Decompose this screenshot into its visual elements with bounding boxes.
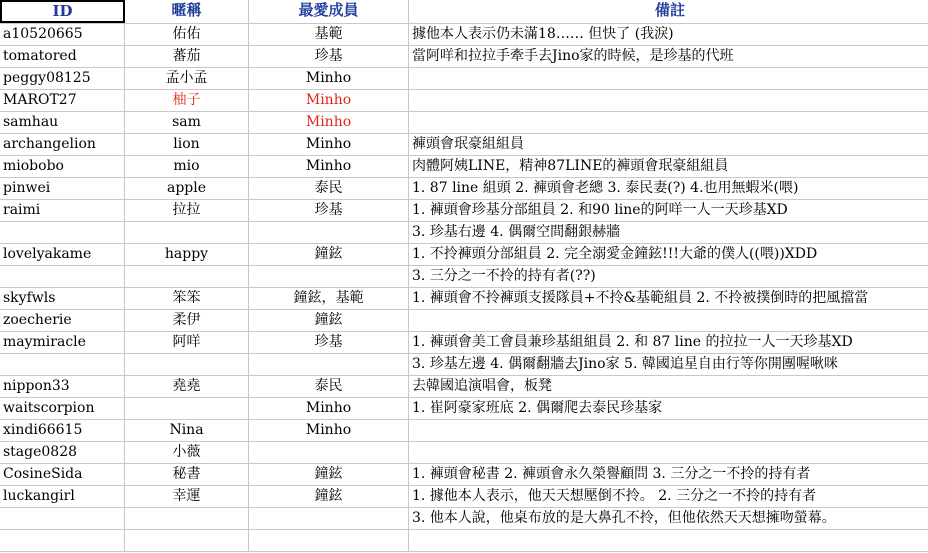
cell-favorite-member[interactable]: 泰民 xyxy=(249,178,409,199)
cell-favorite-member[interactable]: 泰民 xyxy=(249,376,409,397)
cell-id[interactable] xyxy=(0,222,125,243)
cell-notes[interactable] xyxy=(409,68,928,89)
table-row xyxy=(0,310,928,332)
table-row xyxy=(0,464,928,486)
header-row xyxy=(0,0,928,24)
cell-favorite-member[interactable]: 鐘鉉 xyxy=(249,310,409,331)
cell-nickname[interactable]: sam xyxy=(125,112,249,133)
cell-nickname[interactable]: lion xyxy=(125,134,249,155)
cell-nickname[interactable]: 阿咩 xyxy=(125,332,249,353)
table-row xyxy=(0,244,928,266)
cell-notes[interactable] xyxy=(409,530,928,551)
cell-notes[interactable] xyxy=(409,310,928,331)
cell-id[interactable]: archangelion xyxy=(0,134,125,155)
cell-nickname[interactable]: 堯堯 xyxy=(125,376,249,397)
cell-notes[interactable]: 1. 褲頭會不拎褲頭支援隊員+不拎&基範組員 2. 不拎被撲倒時的把風擋當 xyxy=(412,290,869,306)
table-row xyxy=(0,398,928,420)
table-row xyxy=(0,266,928,288)
cell-favorite-member[interactable]: 珍基 xyxy=(249,46,409,67)
cell-favorite-member[interactable]: 鐘鉉，基範 xyxy=(249,288,409,309)
cell-favorite-member[interactable] xyxy=(249,442,409,463)
cell-id[interactable]: peggy08125 xyxy=(0,68,125,89)
cell-notes[interactable]: 3. 珍基左邊 4. 偶爾翻牆去Jino家 5. 韓國追星自由行等你開團喔啾咪 xyxy=(412,356,838,372)
cell-id[interactable]: maymiracle xyxy=(0,332,125,353)
cell-notes[interactable] xyxy=(409,420,928,441)
cell-notes[interactable]: 1. 崔阿豪家班底 2. 偶爾爬去泰民珍基家 xyxy=(412,400,663,416)
cell-id[interactable] xyxy=(0,530,125,551)
table-row xyxy=(0,376,928,398)
cell-nickname[interactable]: 小薇 xyxy=(125,442,249,463)
cell-nickname[interactable] xyxy=(125,266,249,287)
cell-nickname[interactable]: mio xyxy=(125,156,249,177)
cell-nickname[interactable] xyxy=(125,398,249,419)
cell-favorite-member[interactable]: 珍基 xyxy=(249,332,409,353)
cell-nickname[interactable]: 拉拉 xyxy=(125,200,249,221)
header-cell-nickname[interactable]: 暱稱 xyxy=(125,0,249,23)
cell-id[interactable]: waitscorpion xyxy=(0,398,125,419)
cell-favorite-member[interactable]: Minho xyxy=(249,112,409,133)
cell-favorite-member[interactable]: Minho xyxy=(249,90,409,111)
cell-favorite-member[interactable]: Minho xyxy=(249,156,409,177)
cell-id[interactable]: pinwei xyxy=(0,178,125,199)
table-row xyxy=(0,68,928,90)
cell-notes[interactable]: 1. 87 line 組頭 2. 褲頭會老總 3. 泰民妻(?) 4.也用無蝦米(喂) xyxy=(412,180,799,196)
cell-favorite-member[interactable]: Minho xyxy=(249,398,409,419)
header-cell-id[interactable]: ID xyxy=(0,0,125,23)
cell-nickname[interactable]: 佑佑 xyxy=(125,24,249,45)
table-row xyxy=(0,156,928,178)
cell-favorite-member[interactable] xyxy=(249,354,409,375)
cell-notes[interactable]: 據他本人表示仍未滿18…… 但快了 (我淚) xyxy=(412,26,674,42)
cell-id[interactable]: lovelyakame xyxy=(0,244,125,265)
table-row xyxy=(0,420,928,442)
cell-id[interactable]: samhau xyxy=(0,112,125,133)
cell-id[interactable] xyxy=(0,354,125,375)
cell-notes[interactable]: 褲頭會珉豪組組員 xyxy=(412,136,524,152)
cell-favorite-member[interactable] xyxy=(249,266,409,287)
table-row xyxy=(0,508,928,530)
cell-notes[interactable] xyxy=(409,442,928,463)
cell-notes[interactable] xyxy=(409,90,928,111)
cell-nickname[interactable]: 孟小孟 xyxy=(125,68,249,89)
cell-id[interactable]: skyfwls xyxy=(0,288,125,309)
cell-favorite-member[interactable]: Minho xyxy=(249,68,409,89)
cell-id[interactable]: MAROT27 xyxy=(0,90,125,111)
cell-favorite-member[interactable] xyxy=(249,222,409,243)
cell-id[interactable]: stage0828 xyxy=(0,442,125,463)
cell-id[interactable]: raimi xyxy=(0,200,125,221)
table-row xyxy=(0,288,928,310)
cell-nickname[interactable]: 蕃茄 xyxy=(125,46,249,67)
cell-notes[interactable]: 肉體阿姨LINE，精神87LINE的褲頭會珉豪組組員 xyxy=(412,158,729,174)
cell-nickname[interactable]: 秘書 xyxy=(125,464,249,485)
cell-favorite-member[interactable]: Minho xyxy=(249,420,409,441)
cell-notes[interactable]: 1. 不拎褲頭分部組員 2. 完全溺愛金鐘鉉!!!大爺的僕人((喂))XDD xyxy=(412,246,818,262)
table-row xyxy=(0,354,928,376)
table-row xyxy=(0,530,928,552)
table-row xyxy=(0,332,928,354)
table-row xyxy=(0,442,928,464)
cell-notes[interactable]: 1. 褲頭會秘書 2. 褲頭會永久榮譽顧問 3. 三分之一不拎的持有者 xyxy=(412,466,811,482)
cell-notes[interactable]: 3. 珍基右邊 4. 偶爾空間翻銀赫牆 xyxy=(412,224,621,240)
cell-id[interactable]: luckangirl xyxy=(0,486,125,507)
cell-notes[interactable]: 1. 褲頭會珍基分部組員 2. 和90 line的阿咩一人一天珍基XD xyxy=(412,202,788,218)
cell-nickname[interactable]: 柔伊 xyxy=(125,310,249,331)
cell-id[interactable]: a10520665 xyxy=(0,24,125,45)
header-cell-notes[interactable]: 備註 xyxy=(654,1,685,19)
cell-notes[interactable] xyxy=(409,112,928,133)
cell-nickname[interactable]: 笨笨 xyxy=(125,288,249,309)
cell-favorite-member[interactable]: 鐘鉉 xyxy=(249,464,409,485)
cell-nickname[interactable] xyxy=(125,530,249,551)
cell-notes[interactable]: 3. 三分之一不拎的持有者(??) xyxy=(412,268,596,284)
cell-id[interactable] xyxy=(0,266,125,287)
cell-favorite-member[interactable]: 基範 xyxy=(249,24,409,45)
cell-nickname[interactable] xyxy=(125,354,249,375)
table-row xyxy=(0,134,928,156)
table-row xyxy=(0,90,928,112)
cell-notes[interactable]: 1. 據他本人表示，他天天想壓倒不拎。 2. 三分之一不拎的持有者 xyxy=(412,488,817,504)
cell-favorite-member[interactable] xyxy=(249,530,409,551)
table-row xyxy=(0,112,928,134)
cell-favorite-member[interactable] xyxy=(249,508,409,529)
cell-notes[interactable]: 3. 他本人說，他桌布放的是大鼻孔不拎，但他依然天天想擁吻螢幕。 xyxy=(412,510,836,526)
cell-id[interactable]: xindi66615 xyxy=(0,420,125,441)
cell-nickname[interactable] xyxy=(125,222,249,243)
cell-nickname[interactable]: happy xyxy=(125,244,249,265)
cell-favorite-member[interactable]: Minho xyxy=(249,134,409,155)
cell-notes[interactable]: 1. 褲頭會美工會員兼珍基組組員 2. 和 87 line 的拉拉一人一天珍基XD xyxy=(412,334,853,350)
cell-nickname[interactable]: Nina xyxy=(125,420,249,441)
cell-notes[interactable]: 去韓國追演唱會，板凳 xyxy=(412,378,552,394)
cell-notes[interactable]: 當阿咩和拉拉手牽手去Jino家的時候，是珍基的代班 xyxy=(412,48,734,64)
cell-id[interactable]: nippon33 xyxy=(0,376,125,397)
cell-nickname[interactable]: apple xyxy=(125,178,249,199)
cell-id[interactable]: zoecherie xyxy=(0,310,125,331)
table-row xyxy=(0,24,928,46)
table-row xyxy=(0,486,928,508)
cell-favorite-member[interactable]: 鐘鉉 xyxy=(249,486,409,507)
table-row xyxy=(0,178,928,200)
table-row xyxy=(0,46,928,68)
cell-nickname[interactable] xyxy=(125,508,249,529)
cell-id[interactable] xyxy=(0,508,125,529)
cell-id[interactable]: tomatored xyxy=(0,46,125,67)
table-row xyxy=(0,200,928,222)
cell-favorite-member[interactable]: 鐘鉉 xyxy=(249,244,409,265)
cell-favorite-member[interactable]: 珍基 xyxy=(249,200,409,221)
cell-id[interactable]: miobobo xyxy=(0,156,125,177)
cell-id[interactable]: CosineSida xyxy=(0,464,125,485)
cell-nickname[interactable]: 柚子 xyxy=(125,90,249,111)
cell-nickname[interactable]: 幸運 xyxy=(125,486,249,507)
table-row xyxy=(0,222,928,244)
header-cell-favorite-member[interactable]: 最愛成員 xyxy=(249,0,409,23)
